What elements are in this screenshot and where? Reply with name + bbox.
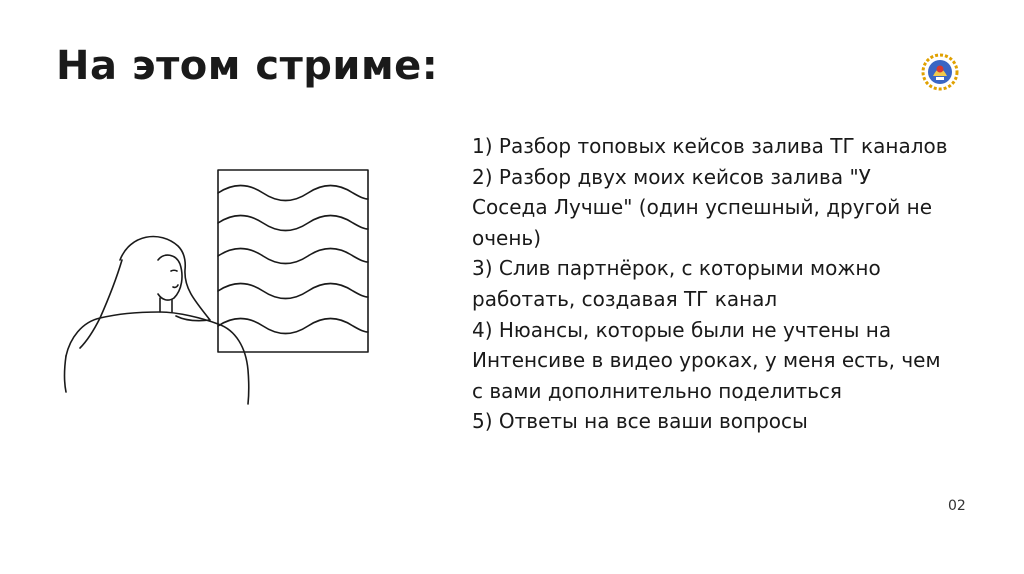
slide-title: На этом стриме: (56, 43, 439, 89)
agenda-item-3: 3) Слив партнёрок, с которыми можно работать, создавая ТГ канал (472, 256, 881, 311)
agenda-item-2: 2) Разбор двух моих кейсов залива "У Соседа Лучше" (один успешный, другой не очень) (472, 164, 933, 250)
woman-by-window-illustration (60, 160, 380, 410)
agenda-item-1: 1) Разбор топовых кейсов залива ТГ каналов (472, 134, 948, 158)
agenda-item-4: 4) Нюансы, которые были не учтены на Интенсиве в видео уроках, у меня есть, чем с вами дополнительно поделиться (472, 317, 941, 403)
page-number: 02 (948, 498, 966, 514)
agenda-item-5: 5) Ответы на все ваши вопросы (472, 409, 808, 434)
agenda-list (472, 131, 952, 437)
emblem-logo-icon (920, 52, 960, 92)
